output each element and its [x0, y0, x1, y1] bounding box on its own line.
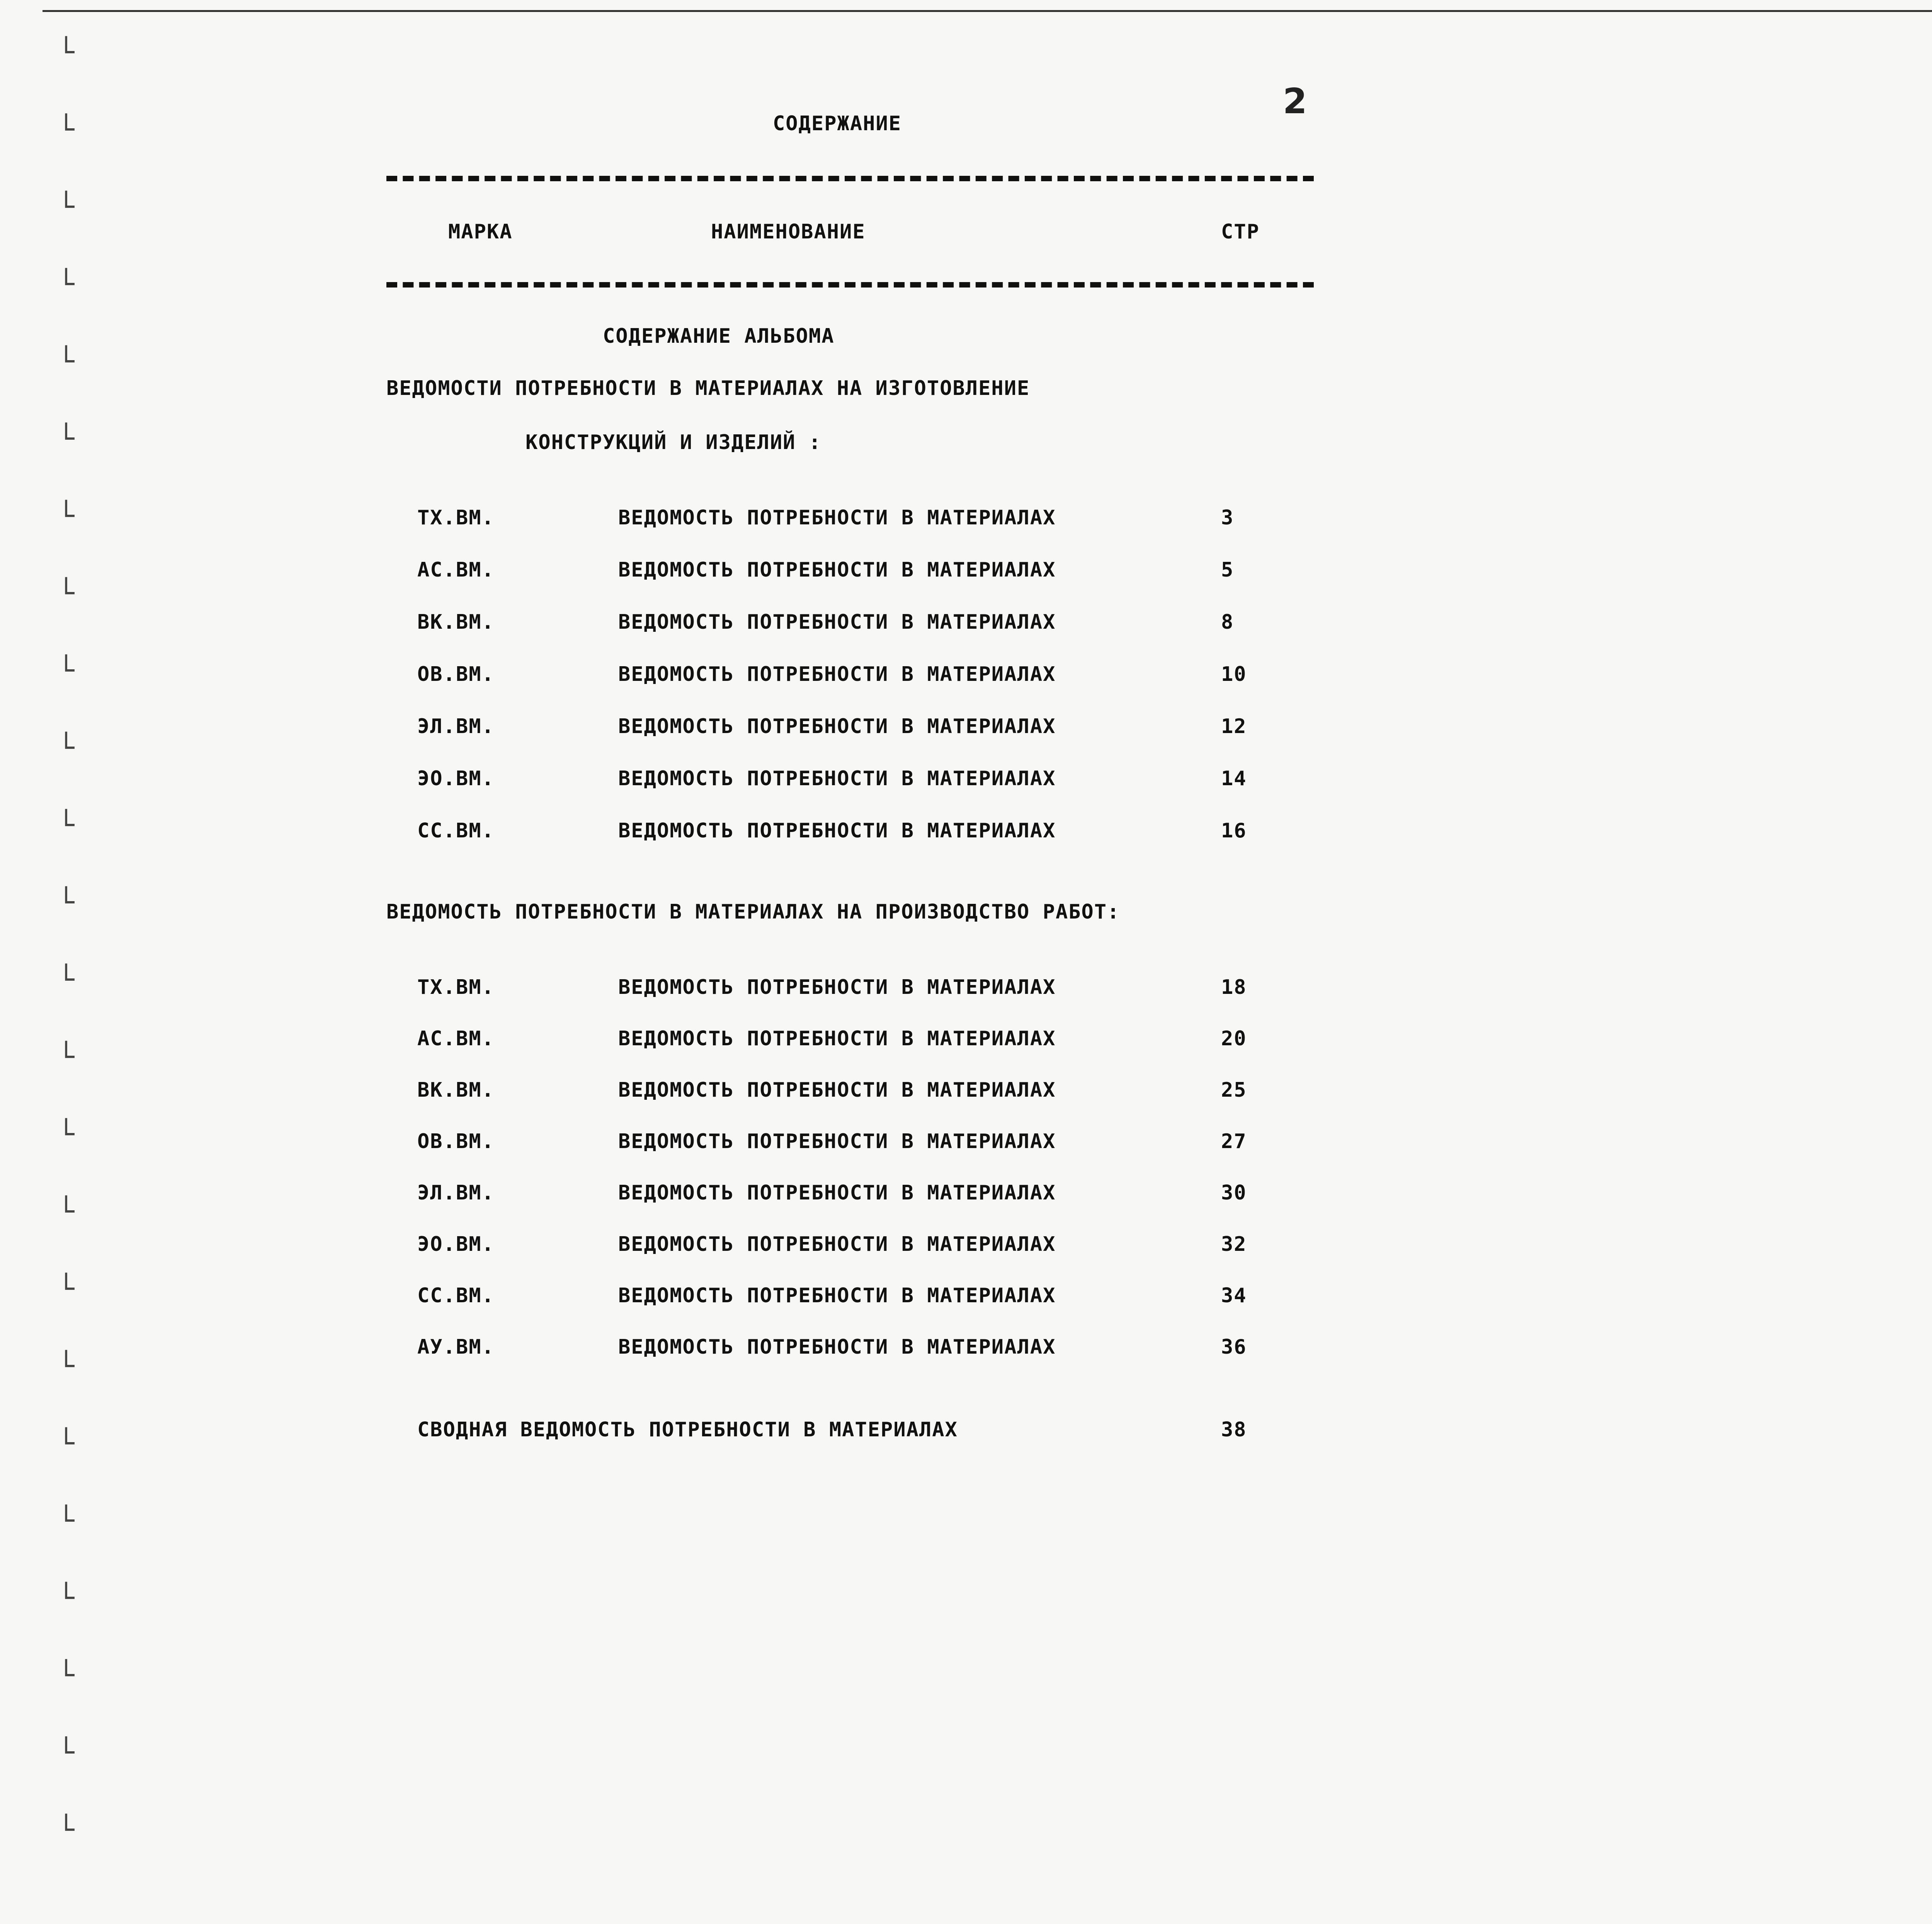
summary-name: СВОДНАЯ ВЕДОМОСТЬ ПОТРЕБНОСТИ В МАТЕРИАЛАХ	[417, 1418, 958, 1441]
row-page: 20	[1221, 1027, 1247, 1050]
perforation-mark: └	[58, 1350, 75, 1382]
perforation-mark: └	[58, 1659, 75, 1691]
row-name: ВЕДОМОСТЬ ПОТРЕБНОСТИ В МАТЕРИАЛАХ	[618, 506, 1056, 529]
perforation-mark: └	[58, 36, 75, 68]
page-number: 2	[1283, 81, 1307, 122]
row-name: ВЕДОМОСТЬ ПОТРЕБНОСТИ В МАТЕРИАЛАХ	[618, 663, 1056, 686]
row-name: ВЕДОМОСТЬ ПОТРЕБНОСТИ В МАТЕРИАЛАХ	[618, 611, 1056, 634]
perforation-mark: └	[58, 423, 75, 454]
summary-page: 38	[1221, 1418, 1247, 1441]
row-mark: ТХ.ВМ.	[417, 506, 495, 529]
row-page: 27	[1221, 1130, 1247, 1153]
row-mark: АС.ВМ.	[417, 558, 495, 582]
perforation-mark: └	[58, 1582, 75, 1614]
row-page: 12	[1221, 715, 1247, 738]
row-name: ВЕДОМОСТЬ ПОТРЕБНОСТИ В МАТЕРИАЛАХ	[618, 1027, 1056, 1050]
row-page: 36	[1221, 1335, 1247, 1359]
row-name: ВЕДОМОСТЬ ПОТРЕБНОСТИ В МАТЕРИАЛАХ	[618, 1335, 1056, 1359]
column-header-name: НАИМЕНОВАНИЕ	[711, 220, 866, 243]
section1-heading: ВЕДОМОСТИ ПОТРЕБНОСТИ В МАТЕРИАЛАХ НА ИЗГОТОВЛЕНИЕ	[386, 377, 1030, 400]
perforation-mark: └	[58, 1118, 75, 1150]
perforation-mark: └	[58, 1737, 75, 1768]
perforation-mark: └	[58, 1505, 75, 1536]
header-divider-bottom	[386, 282, 1314, 287]
row-name: ВЕДОМОСТЬ ПОТРЕБНОСТИ В МАТЕРИАЛАХ	[618, 1130, 1056, 1153]
perforation-mark: └	[58, 1041, 75, 1073]
top-edge-line	[43, 10, 1932, 12]
row-page: 16	[1221, 819, 1247, 842]
row-name: ВЕДОМОСТЬ ПОТРЕБНОСТИ В МАТЕРИАЛАХ	[618, 819, 1056, 842]
row-name: ВЕДОМОСТЬ ПОТРЕБНОСТИ В МАТЕРИАЛАХ	[618, 1233, 1056, 1256]
row-mark: ОВ.ВМ.	[417, 1130, 495, 1153]
perforation-mark: └	[58, 114, 75, 145]
row-mark: СС.ВМ.	[417, 819, 495, 842]
row-name: ВЕДОМОСТЬ ПОТРЕБНОСТИ В МАТЕРИАЛАХ	[618, 715, 1056, 738]
column-header-page: СТР	[1221, 220, 1260, 243]
row-mark: АУ.ВМ.	[417, 1335, 495, 1359]
row-mark: ЭЛ.ВМ.	[417, 1181, 495, 1204]
row-mark: ЭЛ.ВМ.	[417, 715, 495, 738]
perforation-mark: └	[58, 732, 75, 764]
perforation-mark: └	[58, 1427, 75, 1459]
row-name: ВЕДОМОСТЬ ПОТРЕБНОСТИ В МАТЕРИАЛАХ	[618, 976, 1056, 999]
perforation-mark: └	[58, 191, 75, 223]
row-mark: АС.ВМ.	[417, 1027, 495, 1050]
row-mark: ОВ.ВМ.	[417, 663, 495, 686]
row-name: ВЕДОМОСТЬ ПОТРЕБНОСТИ В МАТЕРИАЛАХ	[618, 1079, 1056, 1102]
row-mark: ТХ.ВМ.	[417, 976, 495, 999]
page-title: СОДЕРЖАНИЕ	[773, 112, 902, 135]
row-page: 10	[1221, 663, 1247, 686]
perforation-mark: └	[58, 809, 75, 841]
perforation-mark: └	[58, 1273, 75, 1305]
row-mark: ВК.ВМ.	[417, 611, 495, 634]
perforation-mark: └	[58, 345, 75, 377]
row-page: 25	[1221, 1079, 1247, 1102]
row-name: ВЕДОМОСТЬ ПОТРЕБНОСТИ В МАТЕРИАЛАХ	[618, 1181, 1056, 1204]
row-name: ВЕДОМОСТЬ ПОТРЕБНОСТИ В МАТЕРИАЛАХ	[618, 767, 1056, 790]
row-mark: ВК.ВМ.	[417, 1079, 495, 1102]
perforation-mark: └	[58, 655, 75, 686]
perforation-mark: └	[58, 1196, 75, 1227]
perforation-mark: └	[58, 886, 75, 918]
row-page: 32	[1221, 1233, 1247, 1256]
row-name: ВЕДОМОСТЬ ПОТРЕБНОСТИ В МАТЕРИАЛАХ	[618, 558, 1056, 582]
row-mark: СС.ВМ.	[417, 1284, 495, 1307]
section1-heading-cont: КОНСТРУКЦИЙ И ИЗДЕЛИЙ :	[526, 431, 822, 454]
row-mark: ЭО.ВМ.	[417, 1233, 495, 1256]
row-page: 5	[1221, 558, 1234, 582]
row-page: 8	[1221, 611, 1234, 634]
header-divider-top	[386, 176, 1314, 181]
album-title: СОДЕРЖАНИЕ АЛЬБОМА	[603, 325, 835, 348]
row-page: 18	[1221, 976, 1247, 999]
row-page: 3	[1221, 506, 1234, 529]
row-mark: ЭО.ВМ.	[417, 767, 495, 790]
row-page: 34	[1221, 1284, 1247, 1307]
section2-heading: ВЕДОМОСТЬ ПОТРЕБНОСТИ В МАТЕРИАЛАХ НА ПРОИЗВОДСТВО РАБОТ:	[386, 900, 1120, 924]
perforation-mark: └	[58, 268, 75, 300]
row-name: ВЕДОМОСТЬ ПОТРЕБНОСТИ В МАТЕРИАЛАХ	[618, 1284, 1056, 1307]
column-header-mark: МАРКА	[448, 220, 513, 243]
perforation-mark: └	[58, 1814, 75, 1846]
perforation-mark: └	[58, 964, 75, 995]
perforation-mark: └	[58, 500, 75, 532]
row-page: 30	[1221, 1181, 1247, 1204]
perforation-mark: └	[58, 577, 75, 609]
row-page: 14	[1221, 767, 1247, 790]
